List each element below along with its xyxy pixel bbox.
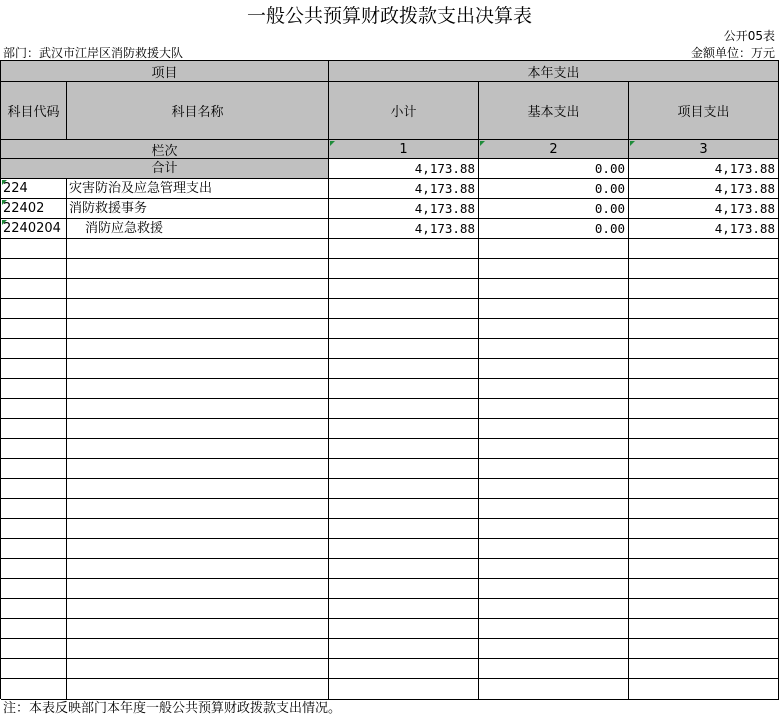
empty-cell: [1, 379, 67, 399]
total-subtotal: 4,173.88: [329, 159, 479, 179]
empty-cell: [67, 279, 329, 299]
empty-cell: [1, 679, 67, 700]
empty-cell: [67, 399, 329, 419]
empty-cell: [329, 679, 479, 700]
empty-cell: [479, 279, 629, 299]
empty-cell: [479, 359, 629, 379]
empty-cell: [329, 599, 479, 619]
empty-cell: [1, 479, 67, 499]
header-subtotal: 小计: [329, 82, 479, 140]
empty-cell: [629, 459, 779, 479]
row-basic: 0.00: [479, 179, 629, 199]
empty-cell: [1, 259, 67, 279]
empty-cell: [329, 239, 479, 259]
empty-cell: [67, 519, 329, 539]
total-basic: 0.00: [479, 159, 629, 179]
empty-cell: [329, 539, 479, 559]
empty-cell: [1, 599, 67, 619]
empty-cell: [329, 279, 479, 299]
row-subtotal: 4,173.88: [329, 219, 479, 239]
header-basic: 基本支出: [479, 82, 629, 140]
empty-cell: [629, 639, 779, 659]
total-project: 4,173.88: [629, 159, 779, 179]
empty-cell: [329, 659, 479, 679]
empty-cell: [67, 599, 329, 619]
empty-cell: [67, 379, 329, 399]
row-name: 消防应急救援: [67, 219, 329, 239]
empty-cell: [629, 619, 779, 639]
empty-cell: [329, 299, 479, 319]
empty-cell: [67, 559, 329, 579]
empty-cell: [479, 419, 629, 439]
header-project: 项目支出: [629, 82, 779, 140]
cell-marker-icon: [330, 141, 335, 146]
row-basic: 0.00: [479, 199, 629, 219]
empty-cell: [629, 379, 779, 399]
empty-cell: [67, 319, 329, 339]
empty-cell: [479, 259, 629, 279]
empty-cell: [629, 259, 779, 279]
empty-cell: [329, 379, 479, 399]
empty-cell: [1, 239, 67, 259]
row-code: 2240204: [1, 219, 67, 239]
cell-marker-icon: [480, 141, 485, 146]
empty-cell: [479, 519, 629, 539]
empty-cell: [67, 639, 329, 659]
header-code: 科目代码: [1, 82, 67, 140]
empty-cell: [1, 299, 67, 319]
empty-cell: [629, 559, 779, 579]
empty-cell: [479, 679, 629, 700]
cell-marker-icon: [630, 141, 635, 146]
empty-cell: [67, 579, 329, 599]
empty-cell: [1, 339, 67, 359]
empty-cell: [479, 239, 629, 259]
empty-cell: [329, 499, 479, 519]
empty-cell: [629, 319, 779, 339]
empty-cell: [1, 319, 67, 339]
row-subtotal: 4,173.88: [329, 179, 479, 199]
empty-cell: [479, 559, 629, 579]
empty-cell: [1, 439, 67, 459]
empty-cell: [629, 519, 779, 539]
empty-cell: [479, 479, 629, 499]
empty-cell: [1, 579, 67, 599]
empty-cell: [1, 499, 67, 519]
empty-cell: [629, 659, 779, 679]
empty-cell: [629, 239, 779, 259]
empty-cell: [329, 479, 479, 499]
empty-cell: [329, 459, 479, 479]
empty-cell: [329, 419, 479, 439]
empty-cell: [479, 399, 629, 419]
col-index-1: 1: [329, 140, 479, 159]
row-basic: 0.00: [479, 219, 629, 239]
department-label: 部门：武汉市江岸区消防救援大队: [3, 46, 184, 60]
empty-cell: [67, 459, 329, 479]
empty-cell: [67, 299, 329, 319]
row-index-label: 栏次: [1, 140, 329, 159]
empty-cell: [479, 619, 629, 639]
row-name: 灾害防治及应急管理支出: [67, 179, 329, 199]
empty-cell: [479, 339, 629, 359]
empty-cell: [329, 399, 479, 419]
form-number: 公开05表: [723, 29, 775, 43]
empty-cell: [629, 359, 779, 379]
empty-cell: [67, 359, 329, 379]
empty-cell: [1, 639, 67, 659]
empty-cell: [629, 479, 779, 499]
empty-cell: [329, 519, 479, 539]
empty-cell: [629, 419, 779, 439]
empty-cell: [67, 239, 329, 259]
col-index-2: 2: [479, 140, 629, 159]
empty-cell: [629, 279, 779, 299]
empty-cell: [479, 299, 629, 319]
empty-cell: [629, 539, 779, 559]
empty-cell: [1, 279, 67, 299]
row-name: 消防救援事务: [67, 199, 329, 219]
empty-cell: [67, 259, 329, 279]
empty-cell: [479, 599, 629, 619]
empty-cell: [67, 339, 329, 359]
empty-cell: [479, 319, 629, 339]
empty-cell: [629, 579, 779, 599]
row-project: 4,173.88: [629, 219, 779, 239]
cell-marker-icon: [2, 180, 7, 185]
empty-cell: [329, 619, 479, 639]
row-subtotal: 4,173.88: [329, 199, 479, 219]
empty-cell: [67, 659, 329, 679]
row-code: 22402: [1, 199, 67, 219]
header-current-year: 本年支出: [329, 61, 779, 82]
empty-cell: [479, 499, 629, 519]
empty-cell: [1, 459, 67, 479]
footnote: 注：本表反映部门本年度一般公共预算财政拨款支出情况。: [3, 701, 342, 716]
empty-cell: [1, 619, 67, 639]
empty-cell: [479, 539, 629, 559]
empty-cell: [329, 319, 479, 339]
empty-cell: [329, 579, 479, 599]
empty-cell: [629, 499, 779, 519]
empty-cell: [629, 439, 779, 459]
empty-cell: [629, 299, 779, 319]
empty-cell: [479, 659, 629, 679]
empty-cell: [329, 259, 479, 279]
empty-cell: [67, 479, 329, 499]
empty-cell: [67, 679, 329, 700]
amount-unit: 金额单位：万元: [690, 46, 775, 60]
empty-cell: [1, 539, 67, 559]
empty-cell: [479, 579, 629, 599]
col-index-3: 3: [629, 140, 779, 159]
row-project: 4,173.88: [629, 179, 779, 199]
header-name: 科目名称: [67, 82, 329, 140]
empty-cell: [329, 439, 479, 459]
empty-cell: [629, 679, 779, 700]
header-item: 项目: [1, 61, 329, 82]
empty-cell: [479, 379, 629, 399]
empty-cell: [1, 519, 67, 539]
empty-cell: [1, 359, 67, 379]
empty-cell: [629, 399, 779, 419]
row-project: 4,173.88: [629, 199, 779, 219]
empty-cell: [67, 419, 329, 439]
empty-cell: [479, 459, 629, 479]
cell-marker-icon: [2, 220, 7, 225]
cell-marker-icon: [2, 200, 7, 205]
empty-cell: [329, 639, 479, 659]
total-label: 合计: [1, 159, 329, 179]
empty-cell: [1, 659, 67, 679]
empty-cell: [329, 559, 479, 579]
empty-cell: [479, 639, 629, 659]
expenditure-table: [0, 60, 779, 699]
empty-cell: [1, 399, 67, 419]
empty-cell: [1, 419, 67, 439]
empty-cell: [329, 339, 479, 359]
empty-cell: [67, 499, 329, 519]
empty-cell: [329, 359, 479, 379]
empty-cell: [479, 439, 629, 459]
empty-cell: [67, 439, 329, 459]
empty-cell: [629, 599, 779, 619]
empty-cell: [67, 619, 329, 639]
empty-cell: [629, 339, 779, 359]
row-code: 224: [1, 179, 67, 199]
report-title: 一般公共预算财政拨款支出决算表: [246, 5, 532, 27]
empty-cell: [67, 539, 329, 559]
empty-cell: [1, 559, 67, 579]
